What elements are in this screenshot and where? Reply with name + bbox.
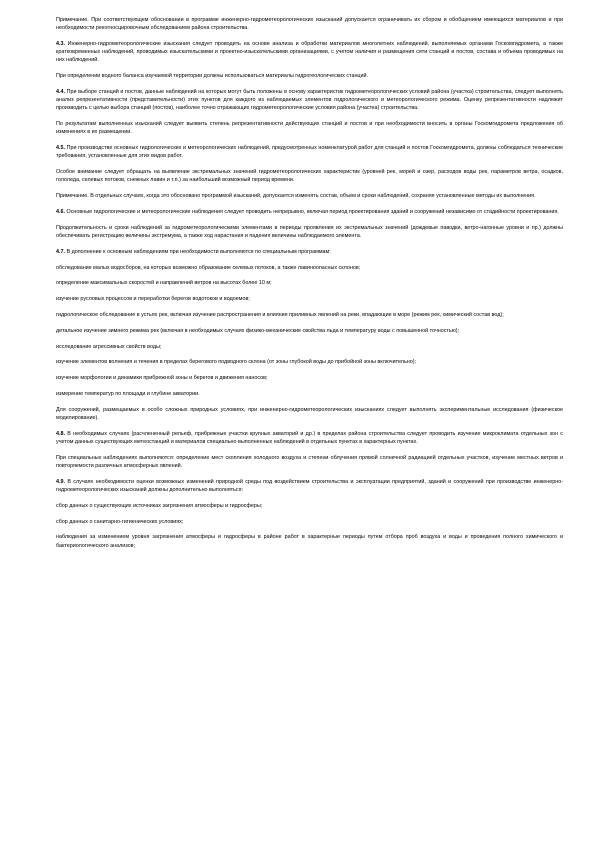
paragraph-4-8: 4.8. В необходимых случаях (расчлененный рельеф, прибрежные участки крупных акваторий и др.) в пределах района строительства следует проводить изучение микроклимата отдельных зон с учетом данных существующих метеостанций и материалов специально выполненных наблюдений в отдельных пунктах в характерных пунктах.: [56, 430, 563, 445]
paragraph-note-scope: Примечание. При соответствующем обосновании в программе инженерно-гидрометеорологических изысканий допускается ограничивать их сбором и обобщением имеющихся материалов и при необходимости рекогносцировочным обследованием района строительства.: [56, 17, 563, 32]
paragraph-4-5: 4.5. При производстве основных гидрологических и метеорологических наблюдений, предусмотренных номенклатурой работ для станций и постов Госкомгидромета, должны соблюдаться технические требования, установленные для этих видов работ.: [56, 145, 563, 160]
paragraph-representativeness: По результатам выполненных изысканий следует выявить степень репрезентативности действующих станций и постов и при необходимости вносить в органы Госкомгидромета предложения об изменениях в их размещении.: [56, 121, 563, 136]
list-item-small-basins: обследование малых водосборов, на которых возможно образование селевых потоков, а также лавиноопасных склонов;: [56, 264, 361, 271]
paragraph-extremes: Особое внимание следует обращать на выявление экстремальных значений гидрометеорологических характеристик (уровней рек, морей и озер, расходов воды рек, параметров ветра, осадков, гололеда, селевых потоков, снежных лавин и т.п.) за наибольший возможный период времени.: [56, 169, 563, 184]
list-item-waves-currents: изучение элементов волнения и течения в пределах берегового подводного склона (от зоны глубокой воды до прибойной зоны включительно);: [56, 359, 417, 366]
paragraph-4-3: 4.3. Инженерно-гидрометеорологические изыскания следует проводить на основе анализа и обработки материалов многолетних наблюдений, выполняемых органами Госкомгидромета, а также кратковременных наблюдений, проводимых изыскательскими и проектно-изыскательскими организациями, с учетом наличия и размещения сети станций и постов, состава и объема проводимых на них наблюдений.: [56, 41, 563, 64]
list-item-channel-processes: изучение русловых процессов и переработки берегов водотоков и водоемов;: [56, 296, 250, 303]
list-item-aggressive-water: исследование агрессивных свойств воды;: [56, 343, 162, 350]
paragraph-duration: Продолжительность и сроки наблюдений за гидрометеорологическими элементами в периоды проявления их экстремальных значений (дождевые паводки, ветро-нагонные уровни и пр.) должны обеспечивать регистрацию величины экстремума, а также ход нарастания и падения величины наблюдаемого элемента.: [56, 224, 563, 239]
list-item-pollution-monitoring: наблюдения за изменением уровня загрязнения атмосферы и гидросферы в районе работ в характерные периоды путем отбора проб воздуха и воды и проведения полного химического и бактериологического анализов;: [56, 534, 563, 549]
paragraph-note-methods: Примечание. В отдельных случаях, когда это обосновано программой изысканий, допускается изменять состав, объем и сроки наблюдений, сохраняя установленные методы их выполнения.: [56, 193, 536, 200]
list-item-pollution-sources: сбор данных о существующих источниках загрязнения атмосферы и гидросферы;: [56, 502, 263, 509]
list-item-sanitary: сбор данных о санитарно-гигиенических условиях;: [56, 518, 184, 525]
paragraph-4-9: 4.9. В случаях необходимости оценки возможных изменений природной среды под воздействием строительства и эксплуатации предприятий, зданий и сооружений при производстве инженерно-гидрометеорологических изысканий должны дополнительно выполняться:: [56, 478, 563, 493]
list-item-river-mouths: гидрологическое обследование в устьях рек, включая изучение распространения и влияния приливных явлений на реки, впадающие в море (режим рек, химический состав вод);: [56, 311, 504, 318]
paragraph-water-balance: При определении водного баланса изучаемой территории должны использоваться материалы гидрогеологических станций.: [56, 73, 369, 80]
list-item-temperature: измерение температур по площади и глубине акватории.: [56, 390, 200, 397]
list-item-winter-regime: детальное изучение зимнего режима рек (включая в необходимых случаях физико-механические свойства льда и температуру воды с повышенной точностью);: [56, 327, 460, 334]
paragraph-4-4: 4.4. При выборе станций и постов, данные наблюдений на которых могут быть положены в основу характеристик гидрометеорологических условий района (участка) строительства, следует выполнять анализ репрезентативности (представительности) этих пунктов для каждого из наблюдаемых элементов гидрологического и метеорологического режима. Оценку репрезентативности надлежит производить с целью выбора станций (постов), наиболее точно отражающих гидрометеорологические условия района (участка) строительства.: [56, 89, 563, 112]
list-item-coastal-morphology: изучение морфологии и динамики прибрежной зоны и берегов и движения наносов;: [56, 375, 268, 382]
paragraph-experimental: Для сооружений, размещаемых в особо сложных природных условиях, при инженерно-гидрометеорологических изысканиях следует выполнять экспериментальные исследования (физическое моделирование).: [56, 406, 563, 421]
paragraph-4-7: 4.7. В дополнение к основным наблюдениям при необходимости выполняются по специальным программам:: [56, 248, 331, 255]
paragraph-4-6: 4.6. Основные гидрологические и метеорологические наблюдения следует проводить непрерывно, включая период проектирования зданий и сооружений независимо от стадийности проектирования.: [56, 209, 559, 215]
list-item-wind-speeds: определение максимальных скоростей и направлений ветров на высотах более 10 м;: [56, 280, 272, 287]
paragraph-special-observations: При специальных наблюдениях выполняются: определение мест скопления холодного воздуха и степени облучения прямой солнечной радиацией отдельных участков, изучение местных ветров и повторяемости различных атмосферных явлений.: [56, 454, 563, 469]
